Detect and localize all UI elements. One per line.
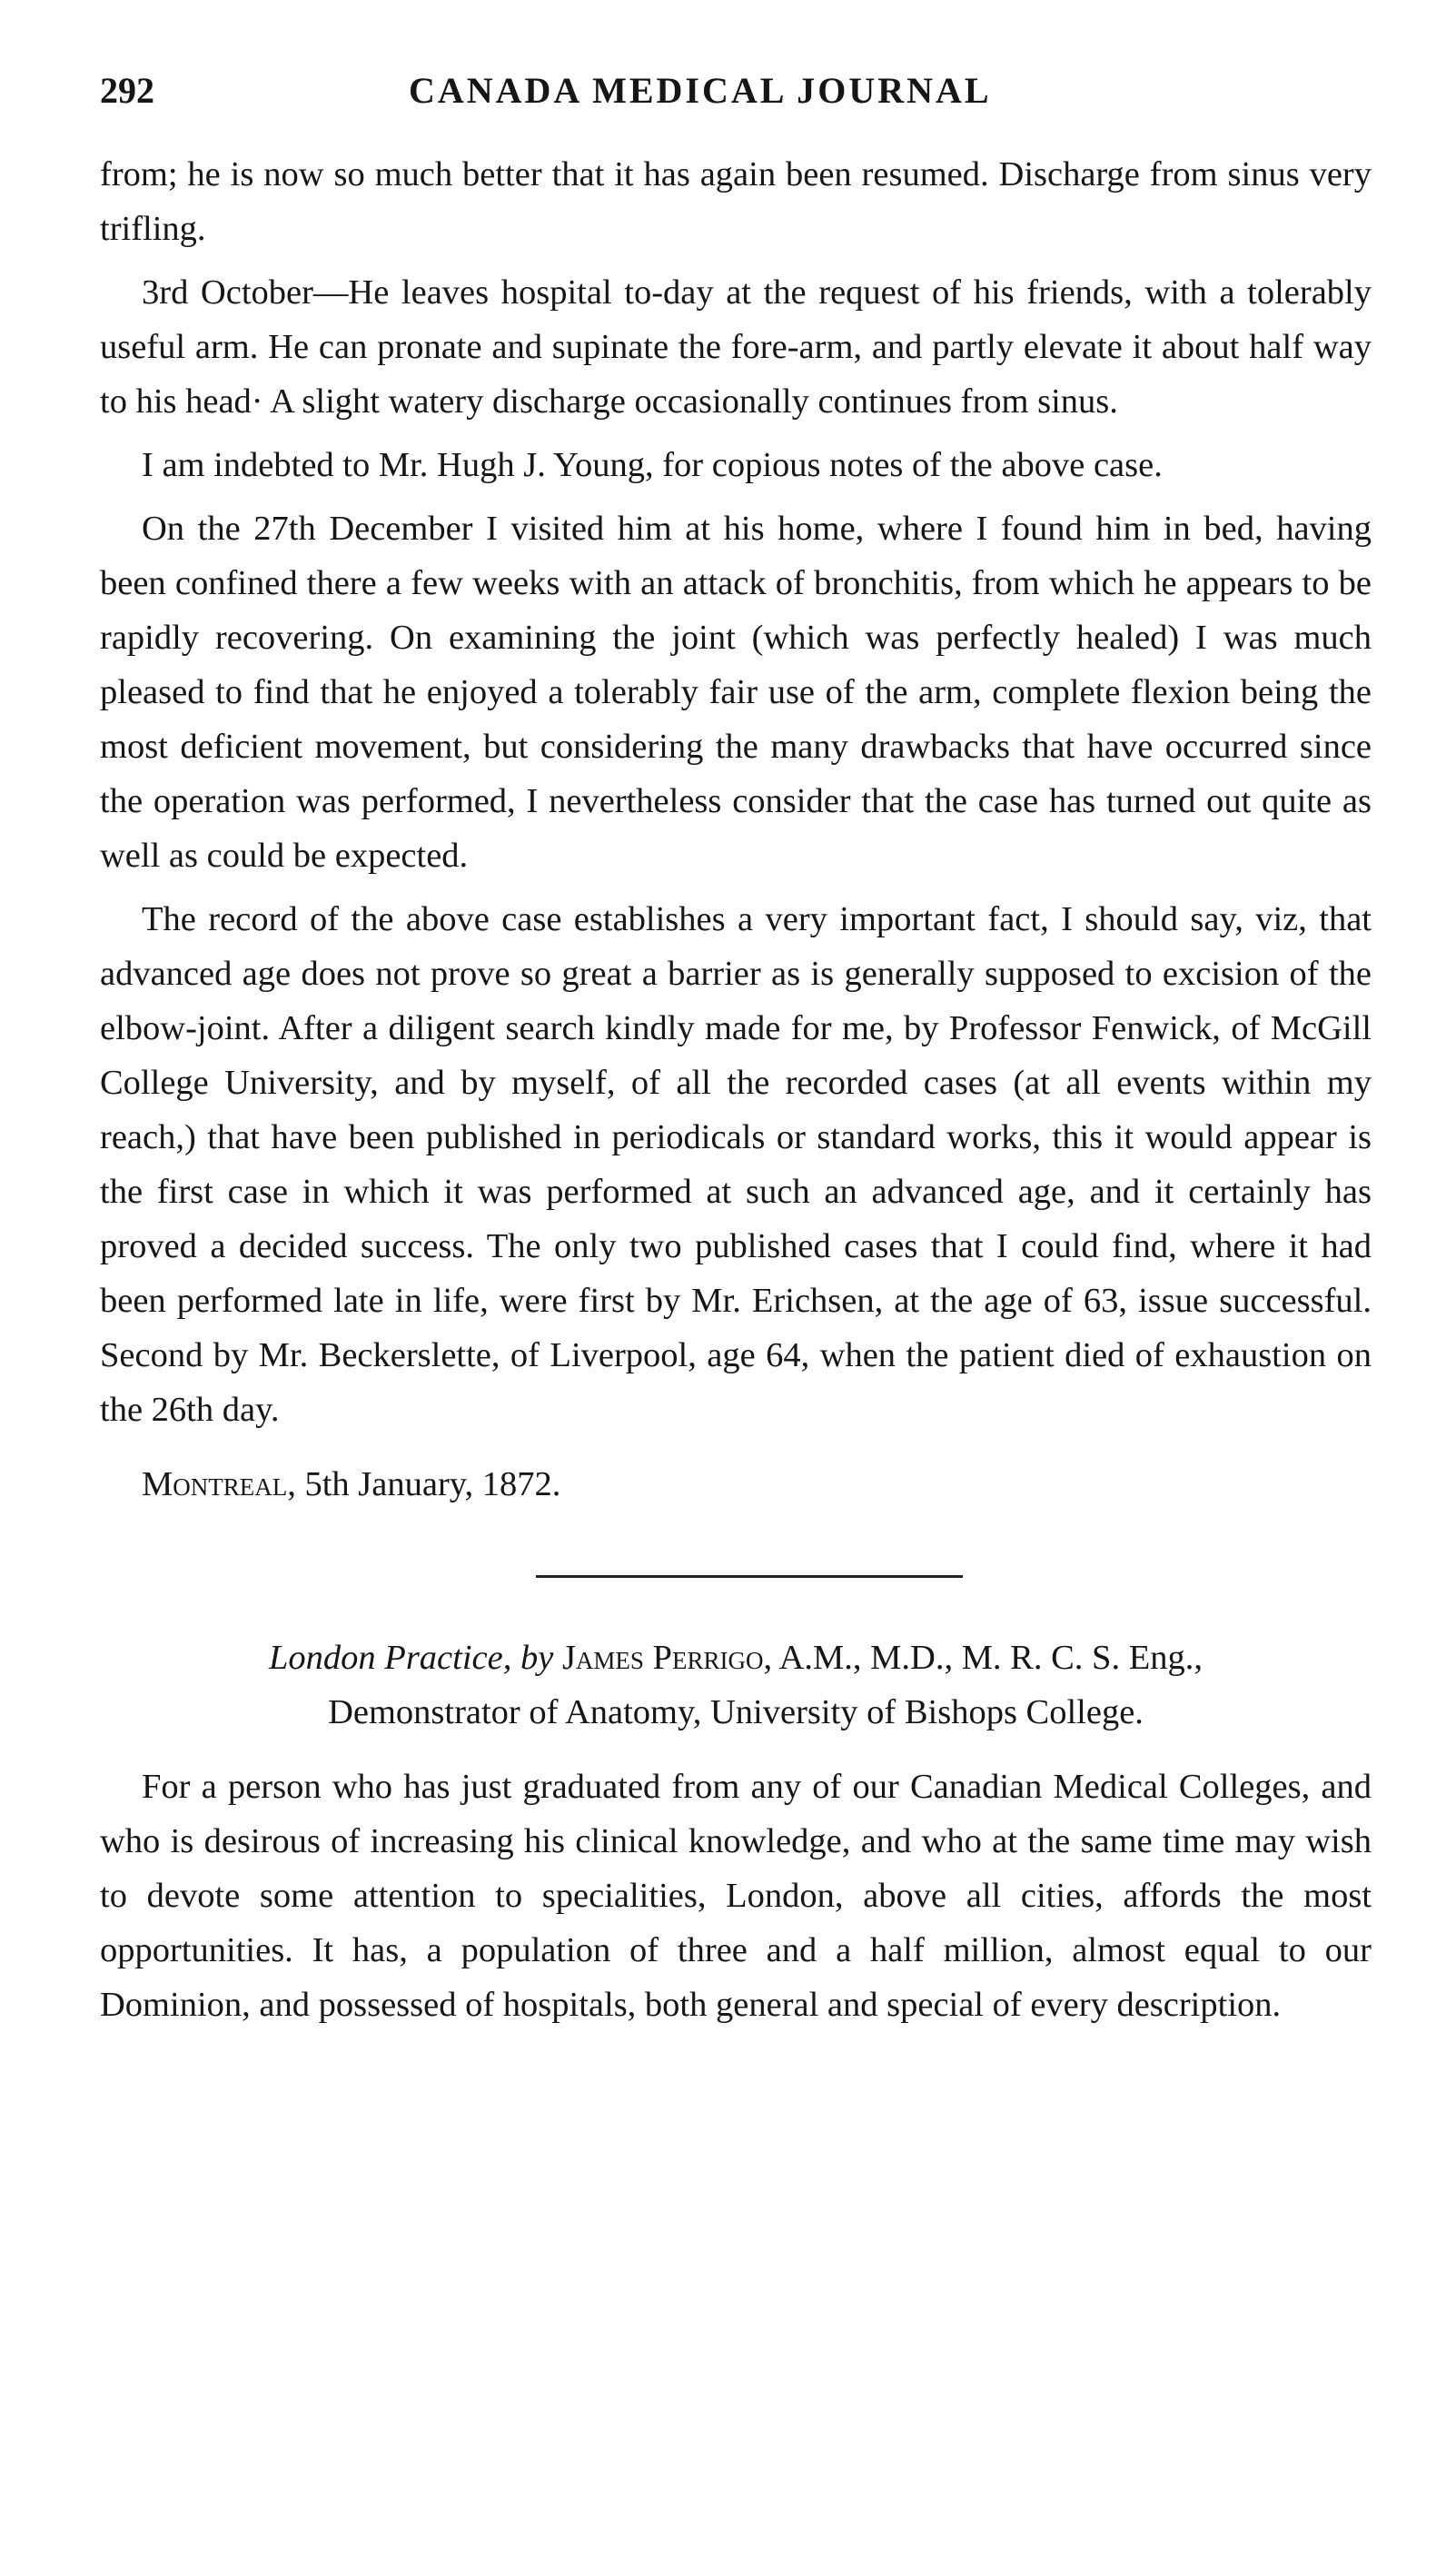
author-position: Demonstrator of Anatomy, University of Bishops College.: [328, 1693, 1144, 1731]
article-paragraph: I am indebted to Mr. Hugh J. Young, for copious notes of the above case.: [142, 446, 1163, 484]
signoff-date: 5th January, 1872.: [304, 1465, 561, 1503]
running-head: [100, 64, 1372, 118]
article-signoff: [100, 1457, 1372, 1512]
review-paragraph: For a person who has just graduated from any of our Canadian Medical Colleges, and who is desirous of increasing his clinical knowledge, and who at the same time may wish to devote some attention to specialities, London, above all cities, affords the most opportunities. It has, a population of three and a half million, almost equal to our Dominion, and possessed of hospitals, both general and special of every description.: [100, 1768, 1372, 2024]
article-body: [100, 147, 1372, 1437]
book-title: London Practice, by: [269, 1639, 554, 1677]
review-heading-line-1: [100, 1631, 1372, 1685]
article-paragraph: On the 27th December I visited him at his home, where I found him in bed, having been confined there a few weeks with an attack of bronchitis, from which he appears to be rapidly recovering. On examining the joint (which was perfectly healed) I was much pleased to find that he enjoyed a tolerably fair use of the arm, complete flexion being the most deficient movement, but considering the many drawbacks that have occurred since the operation was performed, I nevertheless consider that the case has turned out quite as well as could be expected.: [100, 510, 1372, 875]
article-paragraph: 3rd October—He leaves hospital to-day at the request of his friends, with a tolerably useful arm. He can pronate and supinate the fore-arm, and partly elevate it about half way to his head· A slight watery discharge occasionally continues from sinus.: [100, 273, 1372, 421]
page-number: 292: [100, 70, 154, 111]
journal-page: [100, 64, 1372, 2032]
article-paragraph: from; he is now so much better that it has again been resumed. Discharge from sinus very trifling.: [100, 155, 1372, 248]
book-author: James Perrigo,: [561, 1639, 773, 1677]
section-divider: [536, 1575, 963, 1578]
review-body: [100, 1760, 1372, 2032]
article-paragraph: The record of the above case establishes a very important fact, I should say, viz, that advanced age does not prove so great a barrier as is generally supposed to excision of the elbow-joint. After a diligent search kindly made for me, by Professor Fenwick, of McGill College University, and by myself, of all the recorded cases (at all events within my reach,) that have been published in periodicals or standard works, this it would appear is the first case in which it was performed at such an advanced age, and it certainly has proved a decided success. The only two published cases that I could find, where it had been performed late in life, were first by Mr. Erichsen, at the age of 63, issue successful. Second by Mr. Beckerslette, of Liverpool, age 64, when the patient died of exhaustion on the 26th day.: [100, 900, 1372, 1429]
journal-title: CANADA MEDICAL JOURNAL: [409, 70, 992, 111]
author-credentials: A.M., M.D., M. R. C. S. Eng.,: [778, 1639, 1203, 1677]
review-heading: [100, 1631, 1372, 1740]
signoff-place: Montreal,: [142, 1465, 296, 1503]
